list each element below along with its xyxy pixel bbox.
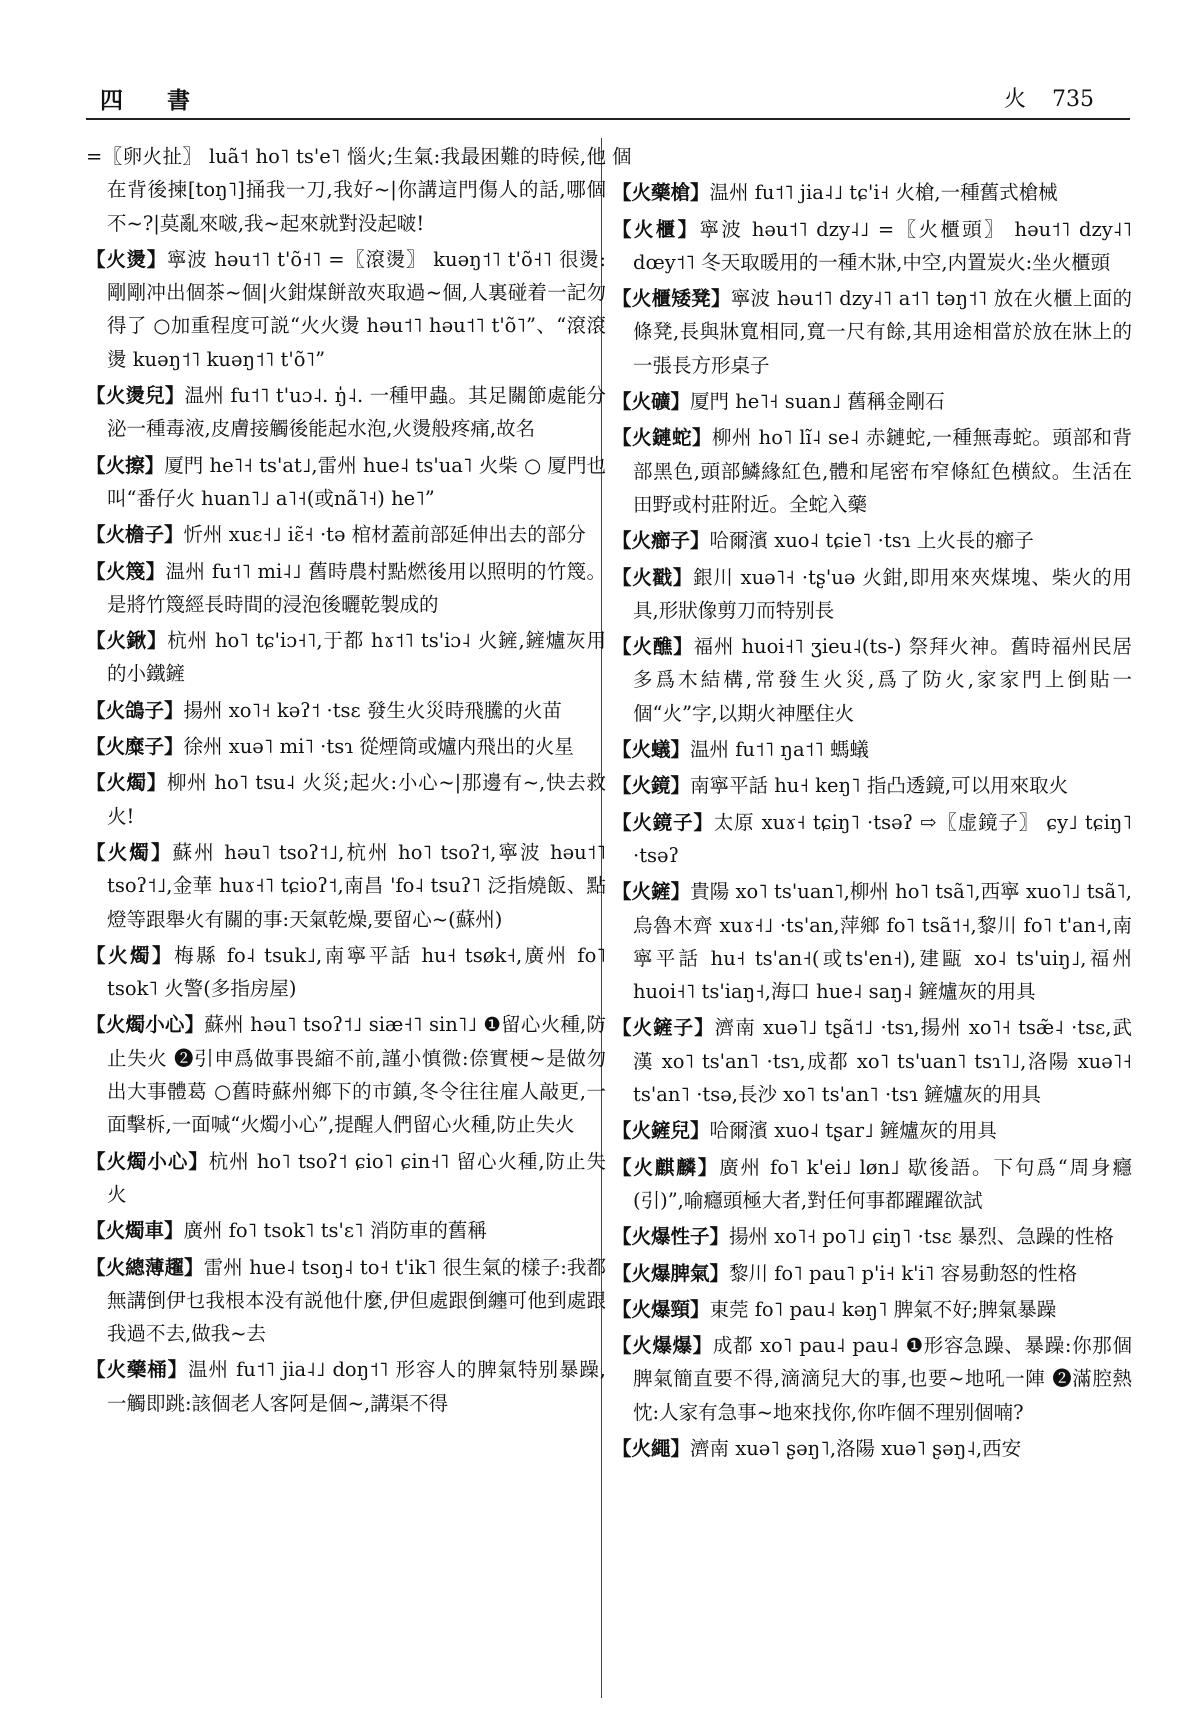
dictionary-entry <box>86 1008 606 1141</box>
entry-definition: 徐州 xuə˥ mi˥ ·tsɿ 從煙筒或爐内飛出的火星 <box>183 735 574 759</box>
dictionary-entry <box>86 1214 606 1247</box>
dictionary-entry <box>86 766 606 833</box>
dictionary-entry <box>612 176 1132 209</box>
entry-definition: 厦門 he˥˧ suan˩ 舊稱金剛石 <box>690 390 945 414</box>
entry-definition: 濟南 xuə˥˩ tʂã˦˩ ·tsɿ,揚州 xo˥˧ tsæ̃˨ ·tsɛ,武漢 xo˥ ts'an˥ ·tsɿ,成都 xo˥ ts'uan˥ tsɿ˥˩,洛陽 xuə˥˧ ts'an˥ ·tsə,長沙 xo˥ ts'an˥ ·tsɿ 鏟爐灰的用具 <box>633 1016 1132 1107</box>
dictionary-entry <box>86 243 606 376</box>
entry-headword: 【火戳】 <box>612 565 694 589</box>
dictionary-entry <box>612 1220 1132 1253</box>
entry-headword: 【火藥槍】 <box>612 181 710 205</box>
dictionary-entry <box>612 561 1132 628</box>
entry-definition: 廣州 fo˥ k'ei˩ løn˩ 歇後語。下句爲“周身癮(引)”,喻癮頭極大者,對任何事都躍躍欲試 <box>633 1155 1132 1212</box>
entry-definition: 貴陽 xo˥ ts'uan˥,柳州 ho˥ tsã˥,西寧 xuo˥˩ tsã˥,烏魯木齊 xuɤ˧˩ ·ts'an,萍鄉 fo˥ tsã˦˧,黎川 fo˥ t'an˧,南寧平話 hu˧ ts'an˧(或ts'en˧),建甌 xo˨ ts'uiŋ˩,福州 huoi˧˥ ts'iaŋ˧,海口 hue˨ saŋ˨ 鏟爐灰的用具 <box>633 880 1132 1004</box>
entry-headword: 【火鏡】 <box>612 774 691 798</box>
entry-definition: 蘇州 həu˥ tsoʔ˦˩,杭州 ho˥ tsoʔ˦,寧波 həu˦˥ tsoʔ˦˩,金華 huɤ˧˥ tɕioʔ˦,南昌 'fo˨ tsuʔ˥ 泛指燒飯、點燈等跟舉火有關的事:天氣乾燥,要留心~(蘇州) <box>107 840 606 931</box>
entry-definition: 忻州 xuɛ˧˩ iɛ̃˧ ·tə 棺材蓋前部延伸出去的部分 <box>183 523 586 547</box>
dictionary-entry <box>612 213 1132 280</box>
dictionary-entry <box>612 524 1132 557</box>
entry-headword: 【火鍬】 <box>86 629 168 653</box>
entry-definition: 寧波 həu˦˥ dzy˨˩ =〖火櫃頭〗 həu˦˥ dzy˨˥ dœy˦˥ 冬天取暖用的一種木牀,中空,内置炭火:坐火櫃頭 <box>633 217 1132 274</box>
dictionary-entry <box>86 694 606 727</box>
entry-definition: 厦門 he˥˧ ts'at˩,雷州 hue˨ ts'ua˥ 火柴 ○ 厦門也叫“番仔火 huan˥˩ a˥˧(或nã˥˧) he˥” <box>107 453 606 510</box>
entry-headword: 【火糜子】 <box>86 735 184 759</box>
dictionary-entry <box>612 1151 1132 1218</box>
entry-definition: 哈爾濱 xuo˨ tʂar˩ 鏟爐灰的用具 <box>709 1119 997 1143</box>
entry-definition: 福州 huoi˧˥ ʒieu˨(ts-) 祭拜火神。舊時福州民居多爲木結構,常發生火災,爲了防火,家家門上倒貼一個“火”字,以期火神壓住火 <box>633 635 1132 725</box>
dictionary-entry <box>612 733 1132 766</box>
entry-headword: 【火燭】 <box>86 943 175 967</box>
entry-definition: 個 <box>612 145 632 168</box>
entry-definition: 哈爾濱 xuo˨ tɕie˥ ·tsɿ 上火長的癤子 <box>709 529 1034 553</box>
entry-definition: 寧波 həu˦˥ t'õ˧˥ =〖滾燙〗 kuəŋ˦˥ t'õ˧˥ 很燙:剛剛冲出個茶~個|火鉗煤餅敨夾取過~個,人裏碰着一記勿得了 ○加重程度可説“火火燙 həu˦˥ həu˦˥ t'õ˥”、“滾滾燙 kuəŋ˦˥ kuəŋ˦˥ t'õ˥” <box>107 247 606 371</box>
entry-headword: 【火櫃矮凳】 <box>612 287 731 311</box>
dictionary-entry <box>612 630 1132 730</box>
dictionary-entry <box>612 875 1132 1008</box>
entry-definition: 寧波 həu˦˥ dzy˨˥ a˦˥ təŋ˦˥ 放在火櫃上面的條凳,長與牀寬相同,寬一尺有餘,其用途相當於放在牀上的一張長方形桌子 <box>633 287 1132 377</box>
dictionary-entry <box>612 1114 1132 1147</box>
dictionary-entry <box>612 1432 1132 1465</box>
entry-headword: 【火爆性子】 <box>612 1225 730 1249</box>
dictionary-entry <box>612 282 1132 382</box>
entry-headword: 【火爆頸】 <box>612 1297 710 1321</box>
entry-headword: 【火燭】 <box>86 840 173 864</box>
dictionary-entry <box>612 1011 1132 1111</box>
entry-headword: 【火藥桶】 <box>86 1358 189 1382</box>
entry-headword: 【火篾】 <box>86 559 166 583</box>
section-title: 四 書 <box>100 87 209 114</box>
entry-headword: 【火醮】 <box>612 635 694 659</box>
entry-definition: 梅縣 fo˨ tsuk˩,南寧平話 hu˧ tsøk˧,廣州 fo˥ tsok˥ 火警(多指房屋) <box>107 943 606 1001</box>
entry-definition: 柳州 ho˥ tsu˨ 火災;起火:小心~|那邊有~,快去救火! <box>107 771 606 828</box>
right-column <box>612 140 1132 1468</box>
entry-definition: 揚州 xo˥˧ kəʔ˦ ·tsɛ 發生火災時飛騰的火苗 <box>183 698 562 722</box>
entry-headword: 【火爆脾氣】 <box>612 1261 730 1285</box>
dictionary-entry <box>612 140 1132 173</box>
entry-definition: 温州 fu˦˥ mi˨˩ 舊時農村點燃後用以照明的竹篾。是將竹篾經長時間的浸泡後曬乾製成的 <box>107 559 606 616</box>
dictionary-entry <box>612 1329 1132 1429</box>
entry-headword: 【火繩】 <box>612 1436 691 1460</box>
entry-definition: 成都 xo˥ pau˨ pau˨ ❶形容急躁、暴躁:你那個脾氣簡直要不得,滴滴兒大的事,也要~地吼一陣 ❷滿腔熱忱:人家有急事~地來找你,你咋個不理别個喃? <box>633 1334 1132 1424</box>
dictionary-entry <box>612 421 1132 521</box>
entry-headword: 【火鏟子】 <box>612 1016 715 1040</box>
dictionary-entry <box>86 1145 606 1212</box>
dictionary-entry <box>86 1353 606 1420</box>
entry-headword: 【火擦】 <box>86 453 165 477</box>
entry-headword: 【火燭】 <box>86 771 167 795</box>
page-heading <box>1004 82 1094 113</box>
entry-headword: 【火燭小心】 <box>86 1149 209 1173</box>
dictionary-entry <box>86 518 606 551</box>
dictionary-entry <box>612 385 1132 418</box>
dictionary-entry <box>86 555 606 622</box>
entry-headword: 【火癤子】 <box>612 529 710 553</box>
entry-definition: 杭州 ho˥ tɕ'iɔ˧˥,于都 hɤ˦˥ ts'iɔ˨ 火鏟,鏟爐灰用的小鐵鏟 <box>107 629 606 686</box>
entry-headword: 【火櫃】 <box>612 217 700 241</box>
dictionary-entry <box>86 449 606 516</box>
dictionary-entry <box>612 1257 1132 1290</box>
entry-headword: 【火鏟】 <box>612 880 691 904</box>
dictionary-entry <box>612 1293 1132 1326</box>
page-number: 735 <box>1052 87 1094 112</box>
entry-definition: 東莞 fo˥ pau˨ kəŋ˥ 脾氣不好;脾氣暴躁 <box>709 1297 1057 1321</box>
entry-headword: 【火鴿子】 <box>86 698 184 722</box>
entry-definition: 雷州 hue˨ tsoŋ˨ to˧ t'ik˥ 很生氣的樣子:我都無講倒伊乜我根本没有説他什麼,伊但處跟倒纏可他到處跟我過不去,做我~去 <box>107 1255 606 1346</box>
entry-headword: 【火鏈蛇】 <box>612 426 712 450</box>
dictionary-entry <box>612 769 1132 802</box>
dictionary-entry <box>86 140 606 240</box>
entry-headword: 【火燭車】 <box>86 1219 184 1243</box>
entry-headword: 【火燙】 <box>86 247 167 271</box>
entry-definition: =〖卵火扯〗 luã˦ ho˥ ts'e˥ 惱火;生氣:我最困難的時候,他在背後揀[toŋ˥]捅我一刀,我好~|你講這門傷人的話,哪個不~?|莫亂來啵,我~起來就對没起啵! <box>86 145 606 235</box>
entry-definition: 廣州 fo˥ tsok˥ ts'ɛ˥ 消防車的舊稱 <box>183 1219 487 1243</box>
entry-headword: 【火蟻】 <box>612 738 691 762</box>
entry-headword: 【火麒麟】 <box>612 1155 720 1179</box>
entry-definition: 太原 xuɤ˧ tɕiŋ˥ ·tsəʔ ⇨〖虚鏡子〗 ɕy˩ tɕiŋ˥ ·tsəʔ <box>633 810 1132 867</box>
entry-headword: 【火檐子】 <box>86 523 184 547</box>
entry-headword: 【火燭小心】 <box>86 1013 205 1037</box>
dictionary-entry <box>612 806 1132 873</box>
dictionary-entry <box>86 624 606 691</box>
entry-definition: 揚州 xo˥˧ po˥˩ ɕiŋ˥ ·tsɛ 暴烈、急躁的性格 <box>729 1225 1114 1249</box>
entry-definition: 濟南 xuə˥ ʂəŋ˥,洛陽 xuə˥ ʂəŋ˨,西安 <box>690 1436 1022 1460</box>
dictionary-entry <box>86 379 606 446</box>
entry-definition: 温州 fu˦˥ ŋa˦˥ 螞蟻 <box>690 738 870 762</box>
dictionary-entry <box>86 939 606 1006</box>
entry-definition: 杭州 ho˥ tsoʔ˦ ɕio˥ ɕin˧˥ 留心火種,防止失火 <box>107 1149 606 1206</box>
entry-definition: 柳州 ho˥ lĩ˨ se˨ 赤鏈蛇,一種無毒蛇。頭部和背部黑色,頭部鱗緣紅色,體和尾密布窄條紅色横紋。生活在田野或村莊附近。全蛇入藥 <box>633 426 1132 516</box>
entry-definition: 銀川 xuə˥˧ ·tʂ'uə 火鉗,即用來夾煤塊、柴火的用具,形狀像剪刀而特别長 <box>633 565 1132 622</box>
entry-definition: 蘇州 həu˥ tsoʔ˦˩ siæ˧˥ sin˥˩ ❶留心火種,防止失火 ❷引申爲做事畏縮不前,謹小慎微:倷實梗~是做勿出大事體葛 ○舊時蘇州鄉下的市鎮,冬令往往雇人敲更,一面擊柝,一面喊“火燭小心”,提醒人們留心火種,防止失火 <box>107 1013 606 1137</box>
page-header <box>86 78 1130 120</box>
entry-headword: 【火鏡子】 <box>612 810 714 834</box>
dictionary-entry <box>86 730 606 763</box>
entry-headword: 【火燙兒】 <box>86 384 185 408</box>
entry-headword: 【火鏟兒】 <box>612 1119 710 1143</box>
entry-headword: 【火總薄趯】 <box>86 1255 204 1279</box>
entry-definition: 温州 fu˦˥ t'uɔ˨. ŋ̍˨. 一種甲蟲。其足關節處能分泌一種毒液,皮膚接觸後能起水泡,火燙般疼痛,故名 <box>107 384 606 441</box>
entry-headword: 【火礦】 <box>612 390 691 414</box>
dictionary-entry <box>86 836 606 936</box>
entry-definition: 黎川 fo˥ pau˥ p'i˧ k'i˥ 容易動怒的性格 <box>729 1261 1078 1285</box>
entry-definition: 南寧平話 hu˧ keŋ˥ 指凸透鏡,可以用來取火 <box>690 774 1069 798</box>
heading-character: 火 <box>1003 87 1026 112</box>
entry-definition: 温州 fu˦˥ jia˨˩ doŋ˦˥ 形容人的脾氣特别暴躁,一觸即跳:該個老人客阿是個~,講渠不得 <box>107 1358 606 1415</box>
dictionary-entry <box>86 1251 606 1351</box>
left-column <box>86 140 606 1423</box>
entry-headword: 【火爆爆】 <box>612 1334 713 1358</box>
entry-definition: 温州 fu˦˥ jia˨˩ tɕ'i˧ 火槍,一種舊式槍械 <box>709 181 1058 205</box>
